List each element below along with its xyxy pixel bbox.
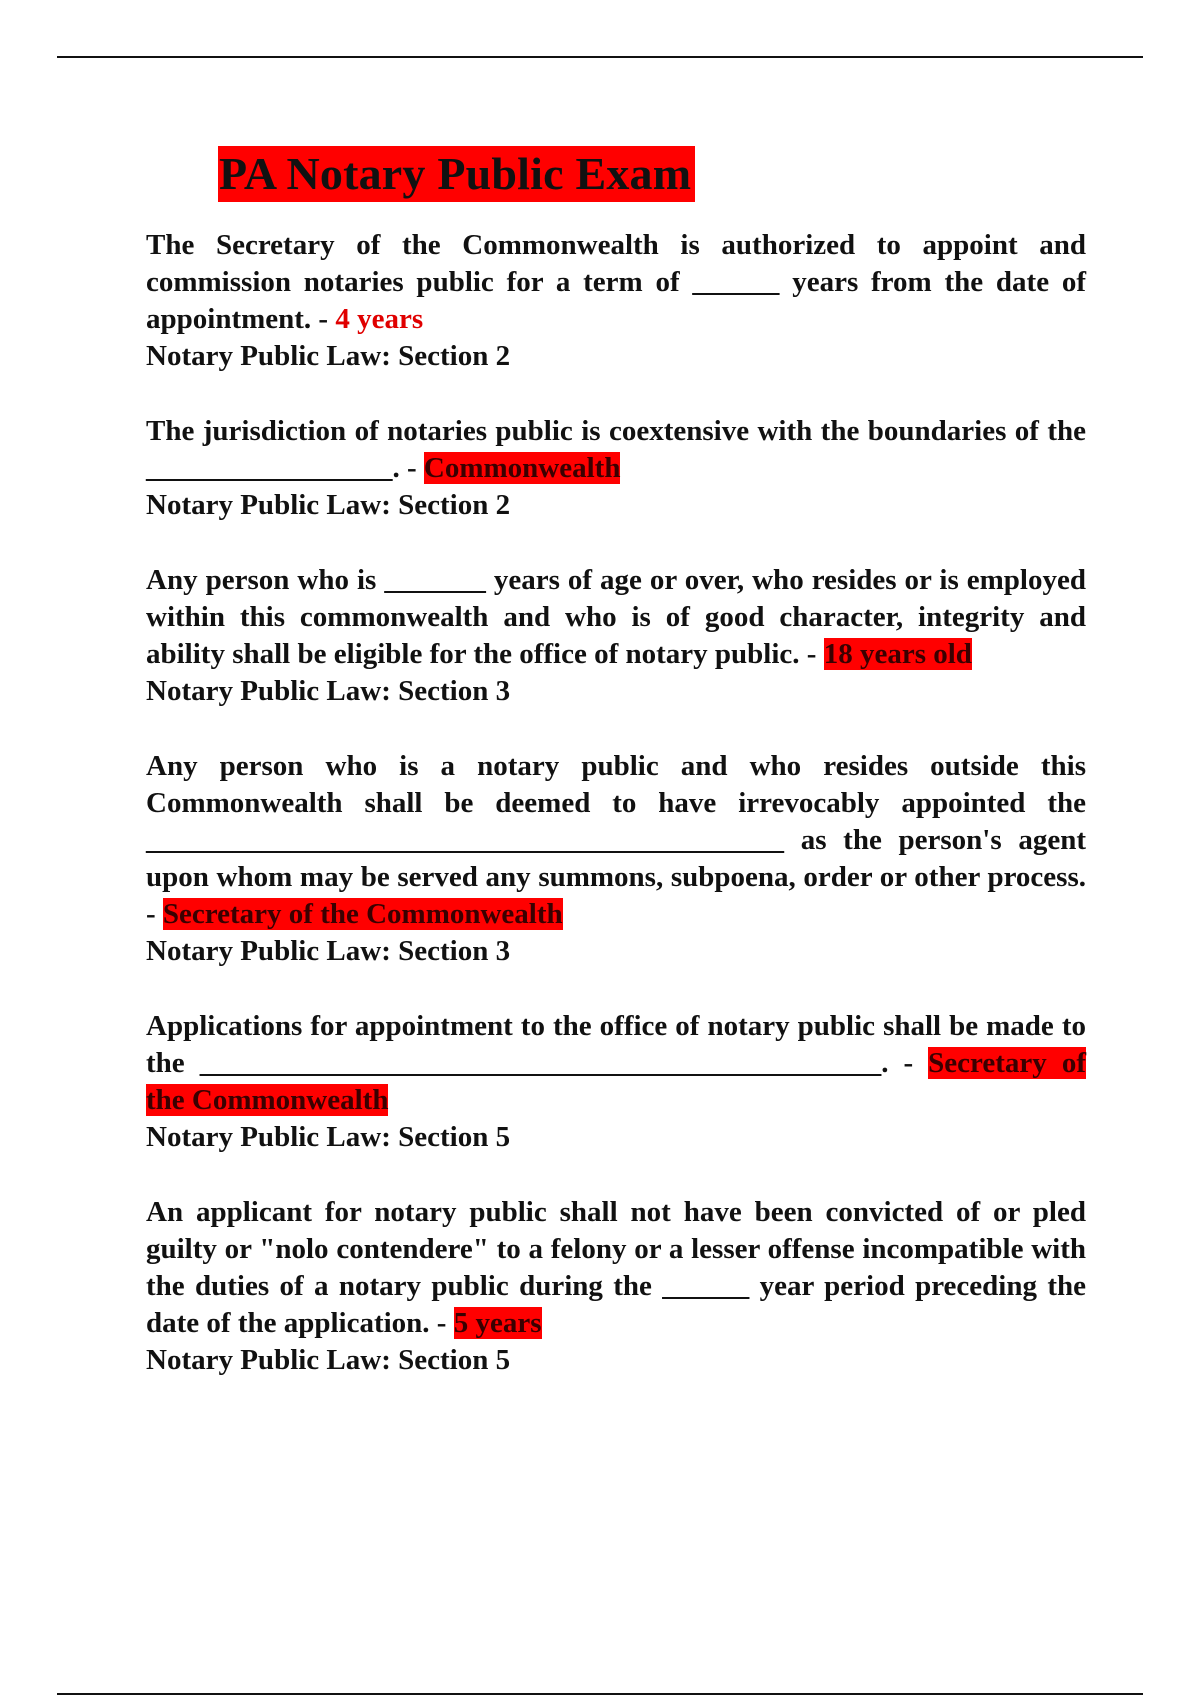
question-paragraph bbox=[146, 748, 1086, 933]
question-paragraph bbox=[146, 1008, 1086, 1119]
question-text: Any person who is a notary public and who resides outside this Commonwealth shall be deemed to have irrevocably appointed the ____________________________________________ as the person's agent upon whom may be served any summons, subpoena, order or other process. - bbox=[146, 750, 1086, 930]
answer-highlight: Secretary of the Commonwealth bbox=[162, 898, 563, 930]
document-title: PA Notary Public Exam bbox=[218, 146, 695, 202]
question-paragraph bbox=[146, 562, 1086, 673]
title-block bbox=[218, 146, 695, 202]
question-item bbox=[146, 227, 1086, 375]
answer-text: 4 years bbox=[335, 303, 424, 335]
question-paragraph bbox=[146, 227, 1086, 338]
question-text: Any person who is _______ years of age or over, who resides or is employed within this commonwealth and who is of good character, integrity and ability shall be eligible for the office of notary public. - bbox=[146, 564, 1086, 670]
bottom-rule bbox=[57, 1693, 1143, 1695]
citation: Notary Public Law: Section 2 bbox=[146, 340, 511, 372]
question-paragraph bbox=[146, 413, 1086, 487]
citation: Notary Public Law: Section 3 bbox=[146, 675, 511, 707]
citation: Notary Public Law: Section 5 bbox=[146, 1121, 511, 1153]
question-paragraph bbox=[146, 1194, 1086, 1342]
question-item bbox=[146, 1008, 1086, 1156]
question-list bbox=[146, 227, 1086, 1417]
citation: Notary Public Law: Section 5 bbox=[146, 1344, 511, 1376]
answer-highlight: Commonwealth bbox=[423, 452, 621, 484]
question-item bbox=[146, 562, 1086, 710]
question-text: Applications for appointment to the office of notary public shall be made to the _______________________________________________. - bbox=[146, 1010, 1086, 1079]
answer-highlight: 18 years old bbox=[823, 638, 972, 670]
question-item bbox=[146, 748, 1086, 970]
question-text: The Secretary of the Commonwealth is authorized to appoint and commission notaries public for a term of ______ years from the date of appointment. - bbox=[146, 229, 1086, 335]
citation: Notary Public Law: Section 2 bbox=[146, 489, 511, 521]
answer-highlight: Secretary of the Commonwealth bbox=[146, 1047, 1086, 1116]
question-text: The jurisdiction of notaries public is coextensive with the boundaries of the _________________. - bbox=[146, 415, 1086, 484]
question-item bbox=[146, 1194, 1086, 1379]
top-rule bbox=[57, 56, 1143, 58]
citation: Notary Public Law: Section 3 bbox=[146, 935, 511, 967]
answer-highlight: 5 years bbox=[453, 1307, 542, 1339]
question-text: An applicant for notary public shall not have been convicted of or pled guilty or "nolo contendere" to a felony or a lesser offense incompatible with the duties of a notary public during the ______ year period preceding the date of the application. - bbox=[146, 1196, 1086, 1339]
question-item bbox=[146, 413, 1086, 524]
